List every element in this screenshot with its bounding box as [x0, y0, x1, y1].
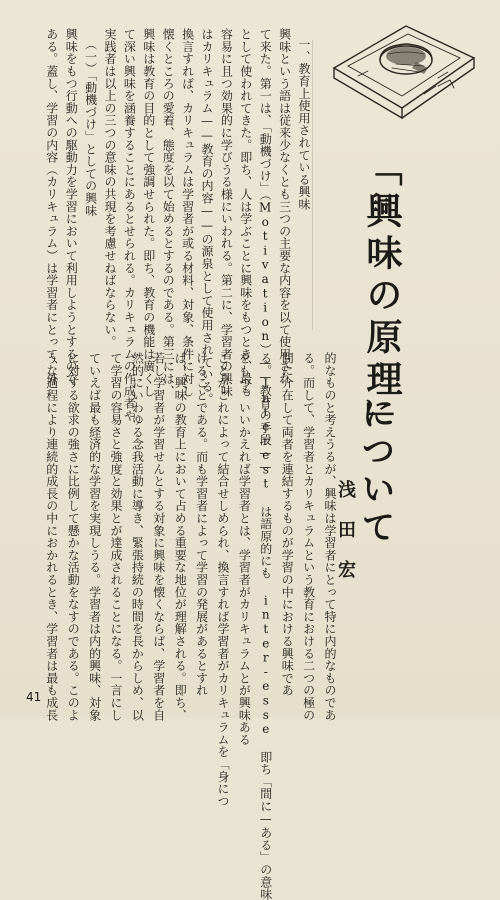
lower-text-column: うな過程により連続的成長の中におかれるとき、学習者は最も成長: [44, 352, 59, 721]
upper-text-column: 実践者は以上の三つの意味の共現を考慮せねばならない。: [103, 28, 117, 348]
column-rule: [312, 40, 313, 330]
article-title: 「興味の原理」: [361, 150, 403, 444]
sketch-illustration-icon: [328, 16, 478, 126]
lower-text-column: て学習の容易さと強度と効果とが達成されることになる。一言にし: [109, 352, 123, 721]
lower-text-column: けることである。而も学習者によって学習の発展があるとすれ: [194, 352, 209, 697]
lower-text-column: 然的にいわゆる念我活動に導き、緊張持続の時間を長からしめ、以: [130, 352, 145, 721]
upper-text-column: 興味は教育の目的として強調せられた。即ち、教育の機能は廣くし: [141, 28, 156, 397]
upper-text-column: て深い興味を涵養することにあるとせられる。カリキュラムの作成者や: [122, 28, 137, 422]
upper-text-column: 換言すれば、カリキュラムは学習者が或る材料、対象、条件に対し: [180, 28, 195, 397]
lower-text-column: ことがこれによって結合せしめられ、換言すれば学習者がカリキュラムを「身につ: [216, 352, 230, 808]
lower-text-column: をもつ。いいかえれば学習者とは、学習者がカリキュラムとが興味ある: [237, 352, 252, 746]
upper-text-column: （一）「動機づけ」としての興味: [83, 38, 98, 217]
lower-text-column: る。Interest は語原的にも inter-esse 即ち「間に—ある」の意味: [258, 352, 273, 900]
lower-text-column: 的なものと考えうるが、興味は学習者にとって特に内的なものであ: [323, 352, 337, 721]
upper-text-column: て来た。第一は、「動機づけ」（Motivation）——教育の手段——: [258, 28, 273, 475]
lower-text-column: 間に介在して両者を連結するものが学習の中における興味であ: [280, 352, 295, 697]
upper-text-column: ある。蓋し、学習の内容（カリキュラム）は学習者にとって、外: [44, 28, 59, 385]
upper-text-column: 懐くところの愛着、態度を以て始めるとするのである。第三には、: [161, 28, 176, 397]
lower-text-column: る。而して、学習者とカリキュラムという教育における二つの極の: [301, 352, 316, 721]
upper-text-column: として使われてきた。即ち、人は学ぶことに興味をもつとき、最も: [238, 28, 253, 397]
upper-text-column: 容易に且つ効果的に学びうる様にいわれる。第二に、学習者の興味: [219, 28, 234, 397]
lower-text-column: 若し学習者が学習せんとする対象に興味を懐くならば、学習者を自: [151, 352, 166, 721]
lower-text-column: に対する欲求の強さに比例して懸かな活動をなすのである。このよ: [66, 352, 81, 721]
lower-text-column: ば、興味の教育上において占める重要な地位が理解される。即ち、: [173, 352, 188, 721]
upper-text-column: はカリキュラム——教育の内容——の源泉として使用されている。: [200, 28, 214, 405]
upper-text-column: 一、教育上使用されている興味: [297, 38, 311, 211]
upper-text-column: 興味という語は従来少なくとも三つの主要な内容を以て使用され: [277, 28, 292, 385]
article-title-suffix: について: [355, 395, 395, 547]
lower-text-column: ていえば最も経済的な学習を実現しうる。学習者は内的興味、対象: [87, 352, 102, 721]
upper-text-column: 興味をもつ行動への駆動力を学習において利用しようとするので: [64, 28, 79, 385]
author-name: 浅田宏: [335, 480, 356, 600]
page-number: 41: [26, 690, 42, 704]
